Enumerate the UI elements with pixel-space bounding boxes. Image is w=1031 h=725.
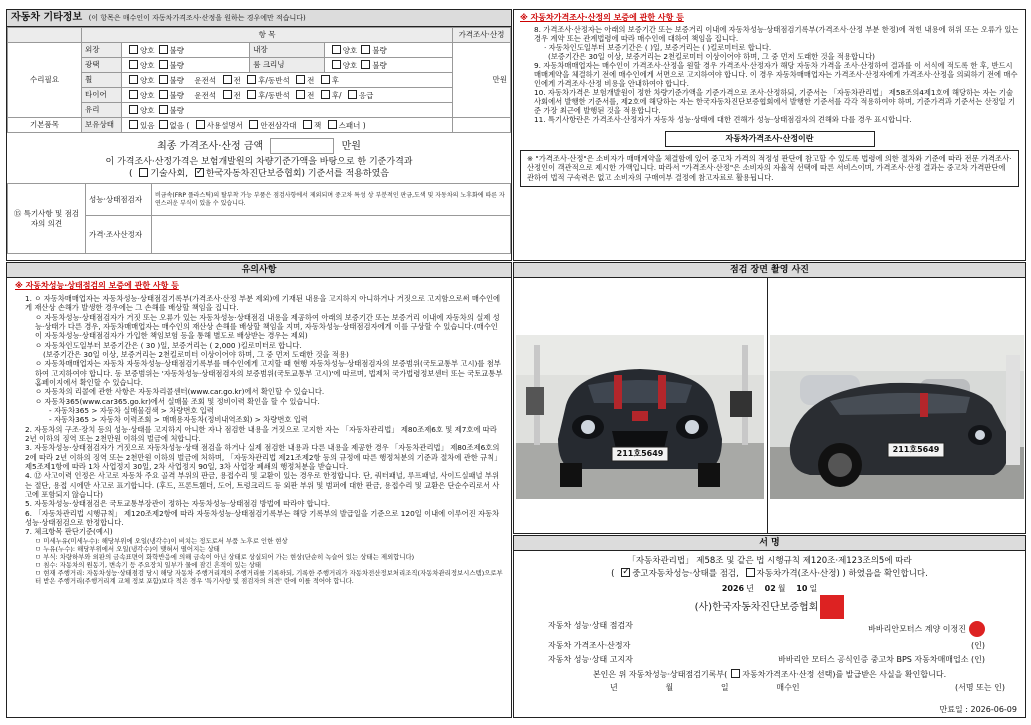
confirm-line-2: ( ✓중고자동차성능·상태를 점검, 자동차가격(조사·산정) ) 하였음을 확인합니다. (514, 568, 1025, 581)
opt-label: 양호 (140, 105, 155, 115)
room-bad-checkbox[interactable] (361, 60, 370, 69)
opt-label: 사용설명서 (206, 120, 243, 130)
tire-spare-checkbox[interactable] (348, 90, 357, 99)
caution-item: ㅇ 자동차매매업자는 자동차 자동차성능·상태점검기록부를 매수인에게 고지할 때 현행 자동차성능·상태점검자의 보증범위(국토교통부 고시)를 첨부하여 고지하여야 합니다. 동 보증범위는 '자동차성능·상태점검자의 보증범위(국토교통부 고시)'에 따르며, 법제처 국가법령정보센터 또는 국토교통부 홈페이지에서 확인할 수 있습니다. (35, 359, 503, 387)
caution-item: (보증기간은 30일 이상, 보증거리는 2천킬로미터 이상이어야 하며, 그 중 먼저 도래한 것을 적용) (43, 349, 349, 359)
opt-label: 불량 (169, 90, 184, 100)
buyer-row (514, 683, 1025, 693)
opt-label: 양호 (342, 60, 358, 70)
opt-label: 불량 (372, 45, 387, 55)
front-photo (516, 335, 764, 499)
side-photo (770, 335, 1024, 499)
caution-item: ㅇ 자동차인도일부터 보증기간은 ( 30 )일, 보증거리는 ( 2,000 )킬로미터로 합니다. (35, 340, 302, 350)
caution-item: ㅁ 누유(누수): 해당부위에서 오일(냉각수)이 맺혀서 떨어지는 상태 (35, 544, 220, 553)
row-interior-label: 내장 (250, 43, 325, 58)
standard-line-1: 이 가격조사·산정가격은 보험개발원의 차량기준가액을 바탕으로 한 기준가격과 (105, 157, 413, 167)
interior-bad-checkbox[interactable] (361, 45, 370, 54)
opt-label: 전 (233, 90, 241, 100)
caution-item: ㅁ 부식: 차량하부와 외판의 금속표면이 화학반응에 의해 금속이 아닌 상태로 상실되어 가는 현상(단순히 녹슬어 있는 상태는 제외합니다) (35, 552, 415, 561)
price-unit: 만원 (453, 43, 511, 118)
wheel-passenger-rear-checkbox[interactable] (321, 75, 330, 84)
receipt-text (514, 669, 1025, 680)
room-good-checkbox[interactable] (332, 60, 341, 69)
caution-item: ㅁ 미세누유(미세누수): 해당부위에 오일(냉각수)이 비치는 정도로서 부품 노후로 인한 현상 (35, 536, 288, 545)
signer-row (514, 653, 1025, 667)
opt-label: 불량 (169, 60, 184, 70)
basic-no-checkbox[interactable] (159, 120, 168, 129)
interior-good-checkbox[interactable] (332, 45, 341, 54)
gloss-bad-checkbox[interactable] (159, 60, 168, 69)
issue-date (514, 584, 1025, 594)
row-exterior-label: 외장 (82, 43, 122, 58)
caution-item: ㅇ 자동차의 리콜에 관한 사항은 자동차리콜센터(www.car.go.kr)에서 확인할 수 있습니다. (35, 387, 325, 397)
etc-info-title: 자동차 기타정보 (11, 12, 83, 23)
opt-label: 동반석 (267, 90, 290, 100)
exterior-good-checkbox[interactable] (129, 45, 138, 54)
org-row (514, 595, 1025, 619)
row-gloss-label: 광택 (82, 58, 122, 73)
opt-label: 후 (258, 90, 266, 100)
caution-item: ㅇ 자동차365(www.car365.go.kr)에서 실매물 조회 및 정비이력 확인을 할 수 있습니다. (35, 396, 320, 406)
tire-driver-front-checkbox[interactable] (223, 90, 232, 99)
appraisal-box-text: ※ "가격조사·산정"은 소비자가 매매계약을 체결함에 있어 중고차 가격의 적정성 판단에 참고할 수 있도록 법령에 의한 절차와 기준에 따라 전문 가격조사·산정인이 객관적으로 제시한 가액입니다. 따라서 "가격조사·산정"은 소비자의 자율적 선택에 따른 서비스이며, 가격조사·산정 결과는 중고차 가격판단에 관하여 법적 구속력은 없고 소비자의 구매여부 결정에 참고자료로 활용됩니다. (520, 150, 1019, 188)
standard-line-2: ( 기술사회, ✓ 한국자동차진단보증협회) 기준서를 적용하였음 (7, 168, 511, 180)
wheel-passenger-front-checkbox[interactable] (296, 75, 305, 84)
caution-item: 6. 「자동차관리법 시행규칙」 제120조제2항에 따라 자동차성능·상태점검기록부는 해당 기록부의 발급일을 기준으로 120일 이내에 이루어진 자동차 성능·상태점검으로 한정합니다. (25, 508, 500, 527)
wheel-bad-checkbox[interactable] (159, 75, 168, 84)
basic-sub-label: 보유상태 (82, 118, 122, 133)
col-price-header: 가격조사·산정 (453, 28, 511, 43)
buyer-sign: (서명 또는 인) (954, 682, 1005, 692)
guarantee-items (520, 25, 1019, 125)
expiry-date: 만료일 : 2026-06-09 (939, 705, 1017, 714)
tire-good-checkbox[interactable] (129, 90, 138, 99)
opt-label: 한국자동차진단보증협회 (205, 169, 302, 180)
wheel-good-checkbox[interactable] (129, 75, 138, 84)
opt-label: 중고자동차성능·상태를 점검, (632, 568, 739, 579)
buyer-month: 월 (665, 682, 674, 692)
opt-label: 후 (258, 75, 266, 85)
caution-item: - 자동차365 > 자동차 실매물검색 > 차량번호 입력 (49, 405, 214, 415)
opt-label: 후 (331, 90, 339, 100)
gloss-good-checkbox[interactable] (129, 60, 138, 69)
opt-label: 불량 (169, 45, 184, 55)
cautions-header: 유의사항 (7, 263, 511, 278)
spanner-checkbox[interactable] (328, 120, 337, 129)
opt-label: 불량 (169, 75, 184, 85)
kaida-checkbox[interactable] (195, 168, 204, 177)
final-amount-label: 최종 가격조사·산정 금액 (157, 141, 264, 152)
guarantee-item: (보증기간은 30일 이상, 보증거리는 2천킬로미터 이상이어야 하며, 그 중 먼저 도래한 것을 적용합니다) (548, 52, 875, 62)
side-car-image (770, 335, 1024, 499)
opt-label: 불량 (372, 60, 387, 70)
opt-label: 잭 (313, 120, 322, 130)
caution-item: - 자동차365 > 자동차 이력조회 > 매매용자동차(정비내역조회) > 차량번호 입력 (49, 415, 308, 425)
opt-label: 불량 (169, 105, 184, 115)
buyer-year: 년 (610, 682, 618, 692)
etc-info-subtitle: (이 항목은 매수인이 자동차가격조사·산정을 원하는 경우에만 적습니다) (88, 14, 306, 22)
wheel-driver-rear-checkbox[interactable] (247, 75, 256, 84)
tire-passenger-front-checkbox[interactable] (296, 90, 305, 99)
col-item-header: 항 목 (82, 28, 453, 43)
photos-header: 점검 장면 촬영 사진 (514, 263, 1025, 278)
photos-panel (513, 262, 1026, 534)
inspector-note: 비금속(FRP 플라스틱)의 탈부착 가능 부품은 점검사항에서 제외되며 중고차 특성 상 부분적인 판금,도색 및 자동차의 노후화에 따른 자연스러운 부식이 있을 수 있습니다. (152, 184, 511, 216)
final-amount-input[interactable] (270, 138, 334, 154)
opt-label: 기술사회, (150, 169, 188, 180)
confirm-tail: 하였음을 확인합니다. (848, 568, 928, 579)
caution-item: 2. 자동차의 구조·장치 등의 성능·상태를 고지하지 아니한 자나 점검한 내용을 거짓으로 고지한 자는 「자동차관리법」 제80조제6호 및 제7호에 따라 2년 이하의 징역 또는 2천만원 이하의 벌금에 처합니다. (25, 424, 497, 443)
caution-item: 1. ㅇ 자동차매매업자는 자동차성능·상태점검기록부(가격조사·산정 부분 제외)에 기재된 내용을 고지하지 아니하거나 거짓으로 고지함으로써 매수인에게 재산상 손해가 발생한 경우에는 그 손해를 배상할 책임을 집니다. (25, 294, 501, 313)
org-name: (사)한국자동차진단보증협회 (694, 601, 819, 613)
confirm-text (514, 551, 1025, 581)
glass-bad-checkbox[interactable] (159, 105, 168, 114)
basic-yes-checkbox[interactable] (129, 120, 138, 129)
photo-divider (767, 278, 768, 534)
glass-good-checkbox[interactable] (129, 105, 138, 114)
front-car-image (516, 335, 764, 499)
etc-info-table: 항 목 가격조사·산정 수리필요 외장 양호 불량 내장 양호 불량 만원 광택 양호 불량 룸 크리닝 양호 불량 휠 양호 불량 운전석 전 후/동반석 전 후 타이어 양호 불량 운전석 전 후/동반석 전 후/ 응급 유리 양호 불량 기본품목 보유상태 있음 없음 ( 사용설명서 안전삼각대 잭 스패너 ) (7, 27, 511, 133)
opt-label: 양호 (140, 60, 155, 70)
row-wheel-label: 휠 (82, 73, 122, 88)
signer-role: 자동차 성능·상태 고지자 (548, 654, 633, 664)
caution-item: ㅁ 침수: 자동차의 원동기, 변속기 등 주요장치 일부가 물에 잠긴 흔적이 있는 상태 (35, 561, 262, 570)
signer-row (514, 639, 1025, 653)
opt-label: 안전삼각대 (260, 120, 297, 130)
jack-checkbox[interactable] (303, 120, 312, 129)
opt-label: 전 (307, 75, 315, 85)
guarantee-title: ※ 자동차가격조사·산정의 보증에 관한 사항 등 (520, 13, 684, 22)
opt-label: 동반석 (267, 75, 290, 85)
inspector-label: 성능·상태점검자 (86, 184, 152, 216)
caution-item: 4. ⑫ 사고이력 인정은 사고로 자동차 주요 골격 부위의 판금, 용접수리 및 교환이 있는 경우로 한정합니다. 단, 쿼터패널, 루프패널, 사이드실패널 부위는 절단, 용접 시에만 사고로 표기합니다. (후드, 프론트휀더, 도어, 트렁크리드 등 외판 부위 및 범퍼에 대한 판금, 용접수리 및 교환은 단순수리로서 사고에 포함되지 않습니다) (25, 471, 500, 499)
issue-day: 10 (796, 583, 808, 593)
etc-info-panel (6, 9, 512, 261)
final-amount-row (7, 133, 511, 156)
caution-item: 7. 체크항목 판단기준(예시) (25, 527, 113, 537)
row-glass-label: 유리 (82, 103, 122, 118)
final-amount-unit: 만원 (341, 141, 361, 152)
day-unit: 일 (809, 583, 818, 593)
appraisal-checkbox[interactable] (746, 568, 755, 577)
standard-line-2-tail: ) 기준서를 적용하였음 (301, 169, 389, 180)
receipt-part-1: 본인은 위 자동차성능·상태점검기록부( (592, 669, 728, 679)
opt-label: 양호 (342, 45, 358, 55)
issue-month: 02 (764, 583, 776, 593)
buyer-day: 일 (720, 682, 729, 692)
wheel-driver-front-checkbox[interactable] (223, 75, 232, 84)
issue-year: 2026 (721, 583, 745, 593)
month-unit: 월 (777, 583, 786, 593)
guarantee-item: 11. 특기사항란은 가격조사·산정자가 자동차 성능·상태에 대한 견해가 성능·상태점검자의 견해와 다를 경우 표시합니다. (534, 115, 912, 125)
tech-society-checkbox[interactable] (139, 168, 148, 177)
signer-stamp-icon (969, 621, 985, 637)
guarantee-panel (513, 9, 1026, 261)
opt-label: 전 (233, 75, 241, 85)
opt-label: 후 (331, 75, 339, 85)
receipt-appraisal-checkbox[interactable] (731, 669, 740, 678)
guarantee-item: 10. 자동차가격은 보험개발원이 정한 차량기준가액을 기준가격으로 조사·산정하되, 기준서는 「자동차관리법」 제58조의4제1호에 해당하는 자는 기술사회에서 발행한 기준서를, 제2호에 해당하는 자는 한국자동차진단보증협회에서 발행한 기준서를 각각 적용하여야 하며, 기준가격과 기준서는 산정일 기준 가장 최근에 발행된 것을 적용합니다. (534, 88, 1016, 116)
tire-bad-checkbox[interactable] (159, 90, 168, 99)
caution-item: ㅇ 자동차성능·상태점검자가 거짓 또는 오류가 있는 자동차성능·상태점검 내용을 제공하여 아래의 보증기간 또는 보증거리 이내에 자동차의 실제 성능·상태가 다른 경우, 자동차매매업자는 매수인의 재산상 손해를 배상할 책임을 지며, 자동차성능·상태점검자에게 이를 구상할 수 있습니다.(매수인이 자동차성능·상태점검자가 가입한 책임보험 등을 통해 별도로 배상받는 경우는 제외) (35, 312, 500, 341)
signature-panel (513, 535, 1026, 718)
manual-checkbox[interactable] (196, 120, 205, 129)
row-room-label: 룸 크리닝 (250, 58, 325, 73)
opt-label: 양호 (140, 90, 155, 100)
guarantee-item: 9. 자동차매매업자는 매수인이 가격조사·산정을 원할 경우 가격조사·산정자가 해당 자동차 가격을 조사·산정하여 결과를 이 서식에 적도록 한 후, 반드시 매매계약을 체결하기 전에 매수인에게 서면으로 고지하여야 합니다. 이 경우 자동차매매업자는 가격조사·산정자에게 가격조사·산정을 의뢰하기 전에 매수인에게 가격조사·산정 비용을 안내하여야 합니다. (534, 61, 1018, 89)
caution-item: 3. 자동차성능·상태점검자가 거짓으로 자동차성능·상태 점검을 하거나 실제 점검한 내용과 다른 내용을 제공한 경우 「자동차관리법」 제80조제6호의2에 따라 2년 이하의 징역 또는 2천만원 이하의 벌금에 처하며, 「자동차관리법 제21조제2항 등의 규정에 따른 행정처분의 기준과 절차에 관한 규칙」 제5조제1항에 따라 1차 사업정지 30일, 2차 사업정지 90일, 3차 사업장 폐쇄의 행정처분을 받습니다. (25, 443, 502, 471)
etc-info-header (7, 10, 511, 27)
opt-label: 스패너 (338, 120, 361, 130)
guarantee-item: 8. 가격조사·산정자는 아래의 보증기간 또는 보증거리 이내에 자동차성능·상태점검기록부(가격조사·산정 부분 한정)에 적힌 내용에 허위 또는 오류가 있는 경우 계약 또는 관계법령에 따라 매수인에 대하여 책임을 집니다. (534, 25, 1019, 44)
opt-label: 전 (307, 90, 315, 100)
opt-label: 자동차가격(조사·산정) (756, 568, 840, 579)
signer-name: (인) (971, 640, 985, 650)
tire-passenger-rear-checkbox[interactable] (321, 90, 330, 99)
signature-header: 서 명 (514, 536, 1025, 551)
repair-label: 수리필요 (8, 43, 82, 118)
standard-text (7, 156, 511, 180)
appraiser-note[interactable] (152, 216, 511, 254)
special-notes-table (7, 183, 511, 254)
tire-driver-rear-checkbox[interactable] (247, 90, 256, 99)
opt-label: 양호 (140, 75, 155, 85)
signer-name: 바바리안 모터스 공식인증 중고차 BPS 자동차매매업소 (인) (778, 654, 985, 664)
appraisal-box-title: 자동차가격조사·산정이란 (665, 131, 875, 147)
front-plate: 211호5649 (616, 449, 664, 458)
opt-label: 있음 (140, 120, 155, 130)
confirm-line-1: 「자동차관리법」 제58조 및 같은 법 시행규칙 제120조·제123조의5에 따라 (627, 556, 912, 566)
signer-row (514, 619, 1025, 639)
guarantee-item: · 자동차인도일부터 보증기간은 ( )일, 보증거리는 ( )킬로미터로 합니다. (544, 43, 772, 53)
opt-label: 응급 (358, 90, 374, 100)
special-label: ⑮ 특기사항 및 점검자의 의견 (8, 184, 86, 254)
side-plate: 211호5649 (892, 445, 940, 454)
cautions-subtitle: ※ 자동차성능·상태점검의 보증에 관한 사항 등 (15, 281, 179, 290)
cautions-panel (6, 262, 512, 718)
appraiser-label: 가격·조사산정자 (86, 216, 152, 254)
exterior-bad-checkbox[interactable] (159, 45, 168, 54)
signer-role: 자동차 성능·상태 점검자 (548, 620, 633, 630)
signer-role: 자동차 가격조사·산정자 (548, 640, 631, 650)
opt-label: 양호 (140, 45, 155, 55)
inspection-checkbox[interactable] (621, 568, 630, 577)
driver-seat-label: 운전석 (194, 75, 217, 85)
basic-label: 기본품목 (8, 118, 82, 133)
driver-seat-label: 운전석 (194, 90, 217, 100)
triangle-checkbox[interactable] (249, 120, 258, 129)
caution-item: 5. 자동차성능·상태점검은 국토교통부장관이 정하는 자동차성능·상태점검 방법에 따라야 합니다. (25, 499, 331, 509)
cautions-list (15, 294, 503, 586)
buyer-label: 매수인 (776, 682, 800, 692)
caution-item: ㅁ 현재 주행거리: 자동차성능·상태점검 당시 해당 자동차 주행거리계의 주행거리를 기록하되, 기록한 주행거리가 자동차전산정보처리조직(자동차관리정보시스템)으로부터 받은 주행거리(주행거리계 교체 정보 포함)보다 적은 경우 '특기사항 및 점검자의 의견' 란에 이를 적어야 합니다. (35, 569, 503, 586)
signer-name: 바바리안모터스 계양 이정진 (868, 624, 966, 634)
year-unit: 년 (746, 583, 754, 593)
receipt-part-2: 자동차가격조사·산정 선택)를 발급받은 사실을 확인합니다. (742, 669, 947, 679)
opt-label: 없음 (169, 120, 184, 130)
org-seal-icon (820, 595, 844, 619)
row-tire-label: 타이어 (82, 88, 122, 103)
signer-name-wrap (868, 621, 985, 637)
